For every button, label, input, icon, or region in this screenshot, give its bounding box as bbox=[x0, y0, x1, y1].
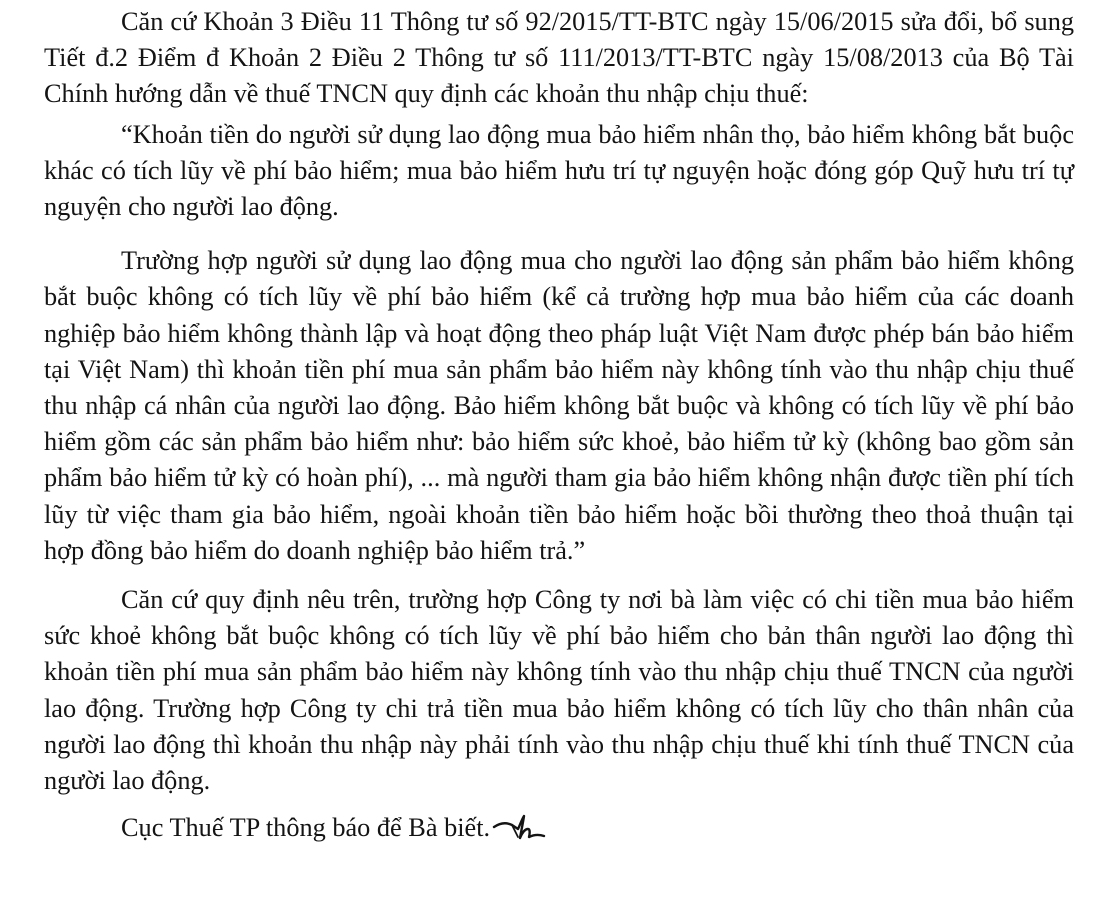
quoted-regulation-paragraph: “Khoản tiền do người sử dụng lao động mua bảo hiểm nhân thọ, bảo hiểm không bắt buộc khác có tích lũy về phí bảo hiểm; mua bảo hiểm hưu trí tự nguyện hoặc đóng góp Quỹ hưu trí tự nguyện cho người lao động. bbox=[44, 119, 1074, 222]
conclusion-paragraph: Căn cứ quy định nêu trên, trường hợp Công ty nơi bà làm việc có chi tiền mua bảo hiểm sức khoẻ không bắt buộc không có tích lũy về phí bảo hiểm cho bản thân người lao động thì khoản tiền phí mua sản phẩm bảo hiểm này không tính vào thu nhập chịu thuế TNCN của người lao động. Trường hợp Công ty chi trả tiền mua bảo hiểm không có tích lũy cho thân nhân của người lao động thì khoản thu nhập này phải tính vào thu nhập chịu thuế khi tính thuế TNCN của người lao động. bbox=[44, 585, 1074, 796]
closing-line bbox=[44, 810, 1074, 846]
closing-text: Cục Thuế TP thông báo để Bà biết. bbox=[121, 813, 491, 843]
insurance-exemption-paragraph: Trường hợp người sử dụng lao động mua cho người lao động sản phẩm bảo hiểm không bắt buộc không có tích lũy về phí bảo hiểm (kể cả trường hợp mua bảo hiểm của các doanh nghiệp bảo hiểm không thành lập và hoạt động theo pháp luật Việt Nam được phép bán bảo hiểm tại Việt Nam) thì khoản tiền phí mua sản phẩm bảo hiểm này không tính vào thu nhập chịu thuế thu nhập cá nhân của người lao động. Bảo hiểm không bắt buộc và không có tích lũy về phí bảo hiểm gồm các sản phẩm bảo hiểm như: bảo hiểm sức khoẻ, bảo hiểm tử kỳ (không bao gồm sản phẩm bảo hiểm tử kỳ có hoàn phí), ... mà người tham gia bảo hiểm không nhận được tiền phí tích lũy từ việc tham gia bảo hiểm, ngoài khoản tiền bảo hiểm hoặc bồi thường theo thoả thuận tại hợp đồng bảo hiểm do doanh nghiệp bảo hiểm trả.” bbox=[44, 246, 1074, 565]
legal-basis-paragraph: Căn cứ Khoản 3 Điều 11 Thông tư số 92/2015/TT-BTC ngày 15/06/2015 sửa đổi, bổ sung Tiết đ.2 Điểm đ Khoản 2 Điều 2 Thông tư số 111/2013/TT-BTC ngày 15/08/2013 của Bộ Tài Chính hướng dẫn về thuế TNCN quy định các khoản thu nhập chịu thuế: bbox=[44, 7, 1074, 109]
document-body bbox=[44, 4, 1074, 873]
signature-initial-mark bbox=[492, 813, 550, 843]
